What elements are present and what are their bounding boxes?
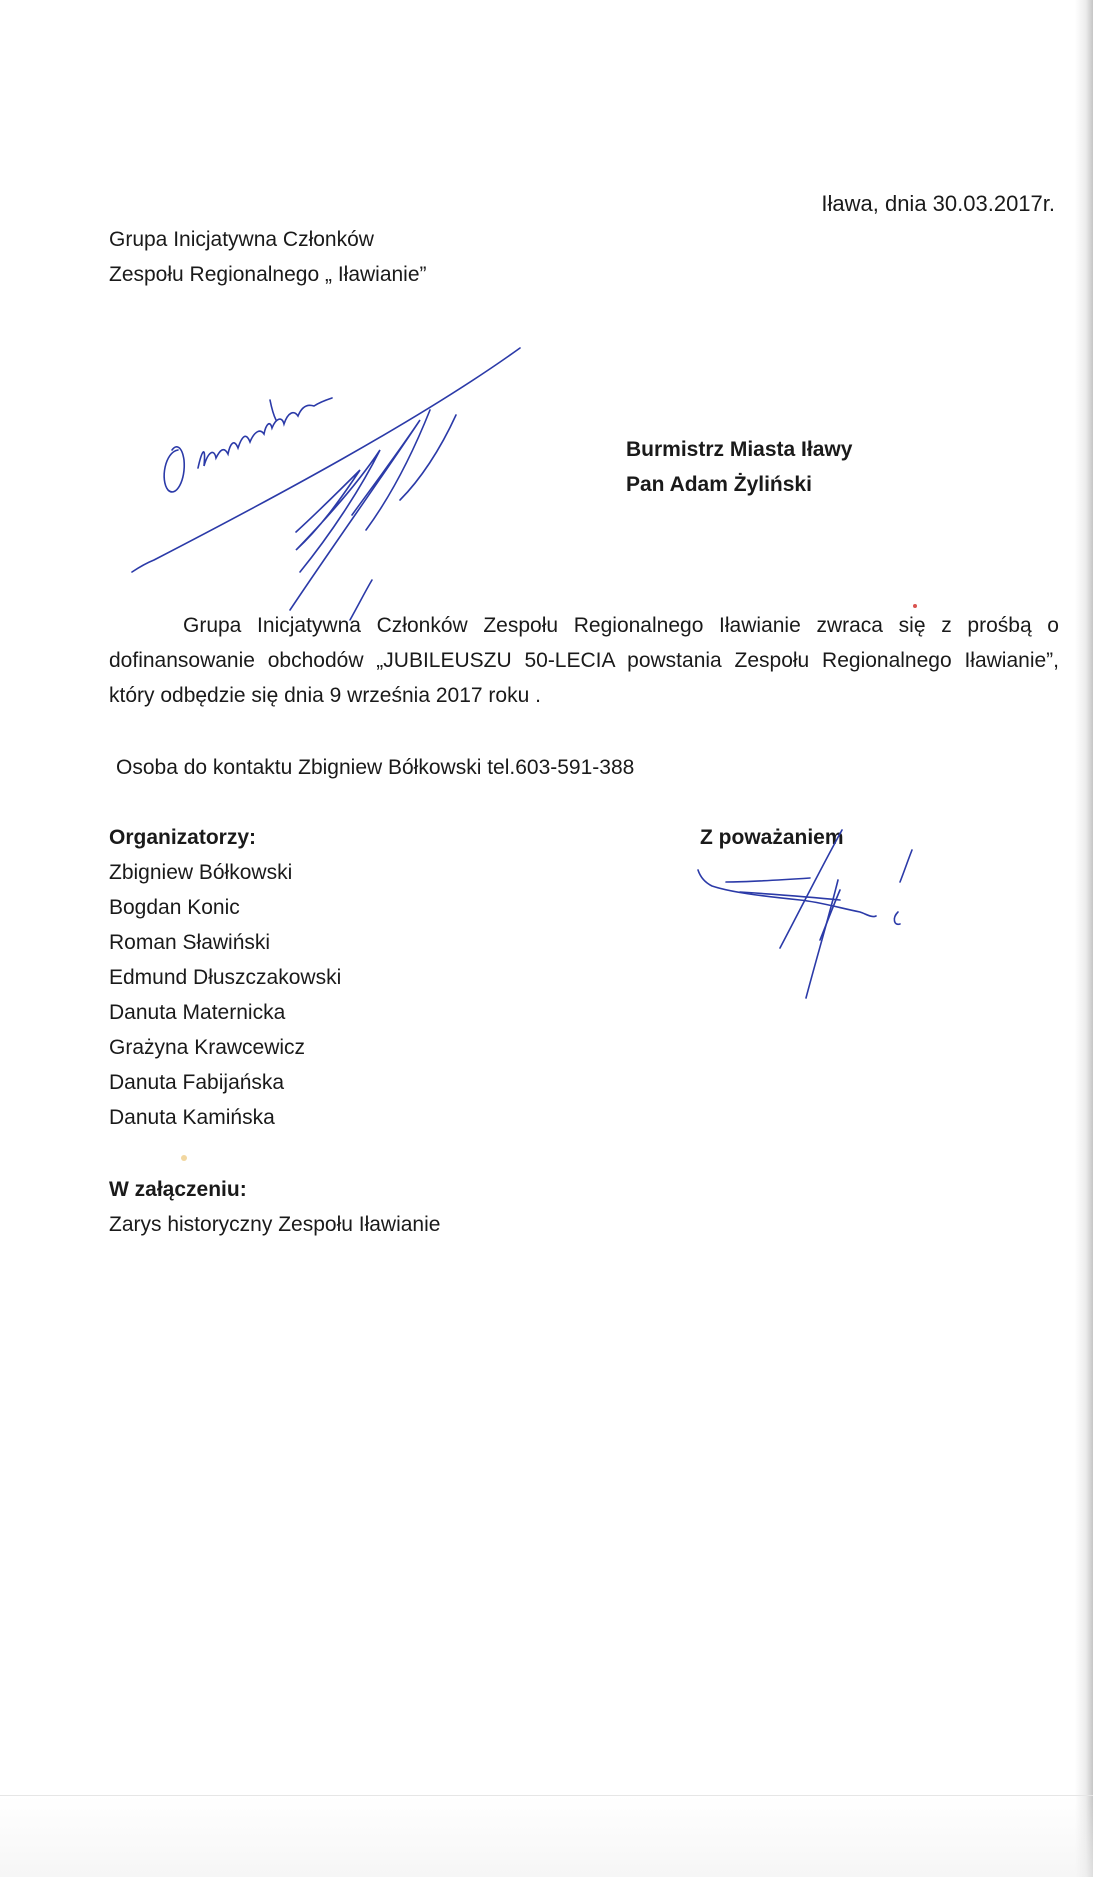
handwritten-note-signature — [120, 340, 540, 620]
scan-edge-shadow — [1075, 0, 1093, 1877]
organizer-name: Grażyna Krawcewicz — [109, 1036, 306, 1059]
sender-block — [109, 222, 427, 292]
attachment-heading: W załączeniu: — [109, 1178, 247, 1201]
recipient-line-1: Burmistrz Miasta Iławy — [626, 438, 853, 461]
organizers-heading: Organizatorzy: — [109, 826, 257, 849]
stain-speck — [181, 1155, 187, 1161]
organizer-name: Danuta Kamińska — [109, 1106, 275, 1129]
request-paragraph: Grupa Inicjatywna Członków Zespołu Regionalnego Iławianie zwraca się z prośbą o dofinansowanie obchodów „JUBILEUSZU 50-LECIA powstania Zespołu Regionalnego Iławianie”, który odbędzie się dnia 9 września 2017 roku . — [109, 614, 1059, 707]
attachment-block — [109, 1172, 440, 1242]
organizer-name: Zbigniew Bółkowski — [109, 861, 293, 884]
recipient-line-2: Pan Adam Żyliński — [626, 473, 812, 496]
attachment-item: Zarys historyczny Zespołu Iławianie — [109, 1213, 441, 1236]
organizer-name: Roman Sławiński — [109, 931, 271, 954]
organizer-name: Danuta Maternicka — [109, 1001, 286, 1024]
scan-bottom-line — [0, 1795, 1093, 1796]
closing-signature — [690, 820, 940, 1010]
recipient-block — [626, 432, 852, 502]
organizer-name: Bogdan Konic — [109, 896, 240, 919]
scan-bottom-band — [0, 1795, 1093, 1877]
closing-phrase: Z poważaniem — [700, 826, 844, 849]
organizers-list — [109, 820, 341, 1135]
contact-line: Osoba do kontaktu Zbigniew Bółkowski tel.603-591-388 — [116, 756, 635, 779]
sender-line-1: Grupa Inicjatywna Członków — [109, 228, 374, 251]
organizer-name: Edmund Dłuszczakowski — [109, 966, 342, 989]
organizer-name: Danuta Fabijańska — [109, 1071, 285, 1094]
sender-line-2: Zespołu Regionalnego „ Iławianie” — [109, 263, 427, 286]
place-date: Iława, dnia 30.03.2017r. — [821, 191, 1055, 216]
